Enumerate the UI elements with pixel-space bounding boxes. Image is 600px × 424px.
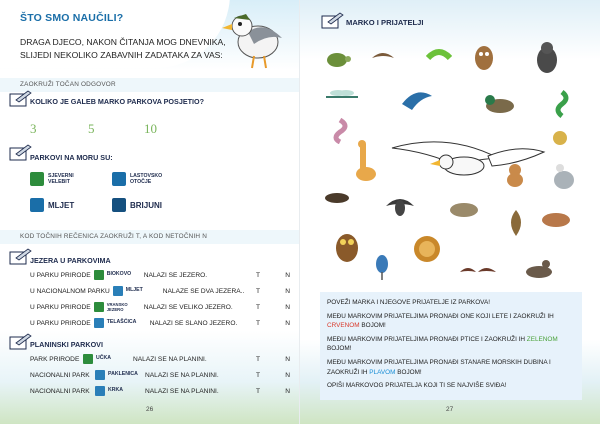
owl-icon xyxy=(472,42,496,72)
section-lakes: JEZERA U PARKOVIMA xyxy=(30,256,111,265)
false-option[interactable]: N xyxy=(285,371,290,379)
duck-icon xyxy=(482,92,516,114)
pencil-paper-icon xyxy=(8,333,32,351)
kingfisher-icon xyxy=(372,250,392,280)
true-option[interactable]: T xyxy=(256,271,261,279)
true-option[interactable]: T xyxy=(256,287,261,295)
seahorse-icon xyxy=(326,118,352,144)
page-title: ŠTO SMO NAUČILI? xyxy=(20,12,124,24)
park-option-brijuni[interactable]: BRIJUNI xyxy=(112,198,162,212)
false-option[interactable]: N xyxy=(285,387,290,395)
eagle-icon xyxy=(384,192,416,218)
dragonfly-icon xyxy=(322,88,362,106)
bear-icon xyxy=(534,40,560,74)
park-logo-icon xyxy=(95,386,105,396)
snake-icon xyxy=(552,90,572,118)
true-option[interactable]: T xyxy=(256,387,261,395)
question-sea-parks: PARKOVI NA MORU SU: xyxy=(30,153,113,162)
park-option-sjeverni-velebit[interactable]: SJEVERNI VELEBIT xyxy=(30,172,88,186)
instruction-connect: POVEŽI MARKA I NJEGOVE PRIJATELJE IZ PARKOVA! xyxy=(327,299,490,306)
owl-big-icon xyxy=(334,228,360,264)
lion-icon xyxy=(412,234,442,264)
statement-row: NACIONALNI PARK KRKA NALAZI SE NA PLANINI. T N xyxy=(30,387,290,395)
pencil-paper-icon xyxy=(320,12,344,30)
mushroom-icon xyxy=(506,208,526,238)
false-option[interactable]: N xyxy=(285,271,290,279)
park-logo-icon xyxy=(112,172,126,186)
caterpillar-icon xyxy=(426,46,452,62)
seagull-marko-icon xyxy=(218,8,290,70)
park-logo-icon xyxy=(94,270,104,280)
instructions-box xyxy=(320,292,582,400)
dolphin-icon xyxy=(400,86,434,112)
park-logo-icon xyxy=(83,354,93,364)
park-logo-icon xyxy=(30,172,44,186)
pencil-paper-icon xyxy=(8,248,32,266)
statement-row: NACIONALNI PARK PAKLENICA NALAZI SE NA PLANINI. T N xyxy=(30,371,290,379)
turtle-icon xyxy=(322,50,352,70)
statement-row: PARK PRIRODE UČKA NALAZI SE NA PLANINI. T N xyxy=(30,355,290,363)
page-number: 26 xyxy=(146,406,154,413)
false-option[interactable]: N xyxy=(285,355,290,363)
false-option[interactable]: N xyxy=(285,303,290,311)
park-option-mljet[interactable]: MLJET xyxy=(30,198,74,212)
park-option-lastovsko-otocje[interactable]: LASTOVSKO OTOČJE xyxy=(112,172,170,186)
instruction-birds: MEĐU MARKOVIM PRIJATELJIMA PRONAĐI PTICE I ZAOKRUŽI IH ZELENOM BOJOM! xyxy=(327,335,558,353)
right-page xyxy=(300,0,600,424)
statement-row: U PARKU PRIRODE VRANSKO JEZERO NALAZI SE VELIKO JEZERO. T N xyxy=(30,302,290,313)
section-mountain-parks: PLANINSKI PARKOVI xyxy=(30,340,103,349)
park-logo-icon xyxy=(112,198,126,212)
statement-row: U PARKU PRIRODE BIOKOVO NALAZI SE JEZERO. T N xyxy=(30,271,290,279)
instruction-describe: OPIŠI MARKOVOG PRIJATELJA KOJI TI SE NAJVIŠE SVIĐA! xyxy=(327,382,507,390)
false-option[interactable]: N xyxy=(285,319,290,327)
instruction-flying: MEĐU MARKOVIM PRIJATELJIMA PRONAĐI ONE KOJI LETE I ZAOKRUŽI IH CRVENOM BOJOM! xyxy=(327,312,554,330)
park-logo-icon xyxy=(30,198,44,212)
vulture-icon xyxy=(550,162,578,192)
question-parks-visited: KOLIKO JE GALEB MARKO PARKOVA POSJETIO? xyxy=(30,97,204,106)
false-option[interactable]: N xyxy=(285,287,290,295)
page-number: 27 xyxy=(446,406,454,413)
true-option[interactable]: T xyxy=(256,371,261,379)
crayfish-icon xyxy=(322,186,352,210)
bats-icon xyxy=(458,262,498,280)
grouper-fish-icon xyxy=(540,210,574,230)
answer-5[interactable]: 5 xyxy=(88,121,95,136)
park-logo-icon xyxy=(94,318,104,328)
instruction-sea-dwellers: MEĐU MARKOVIM PRIJATELJIMA PRONAĐI STANARE MORSKIH DUBINA I ZAOKRUŽI IH PLAVOM BOJOM! xyxy=(327,358,551,376)
duck-swimming-icon xyxy=(524,256,554,280)
pencil-paper-icon xyxy=(8,90,32,108)
giraffe-icon xyxy=(352,140,380,186)
instruction-band-circle: ZAOKRUŽI TOČAN ODGOVOR xyxy=(0,78,300,92)
snail-icon xyxy=(550,128,570,148)
park-logo-icon xyxy=(95,370,105,380)
park-logo-icon xyxy=(113,286,123,296)
answer-10[interactable]: 10 xyxy=(144,121,157,136)
answer-3[interactable]: 3 xyxy=(30,121,37,136)
statement-row: U NACIONALNOM PARKU MLJET NALAZE SE DVA JEZERA.. T N xyxy=(30,287,290,295)
bird-icon xyxy=(370,48,396,66)
pencil-paper-icon xyxy=(8,144,32,162)
teddy-bear-icon xyxy=(504,162,526,188)
true-option[interactable]: T xyxy=(256,303,261,311)
park-logo-icon xyxy=(94,302,104,312)
instruction-band-true-false: KOD TOČNIH REČENICA ZAOKRUŽI T, A KOD NETOČNIH N xyxy=(0,230,300,244)
true-option[interactable]: T xyxy=(256,355,261,363)
true-option[interactable]: T xyxy=(256,319,261,327)
intro-text: DRAGA DJECO, NAKON ČITANJA MOG DNEVNIKA, SLIJEDI NEKOLIKO ZABAVNIH ZADATAKA ZA VAS: xyxy=(20,37,226,60)
page-title: MARKO I PRIJATELJI xyxy=(346,18,424,27)
fish-icon xyxy=(448,200,482,220)
statement-row: U PARKU PRIRODE TELAŠĆICA NALAZI SE SLANO JEZERO. T N xyxy=(30,319,290,327)
